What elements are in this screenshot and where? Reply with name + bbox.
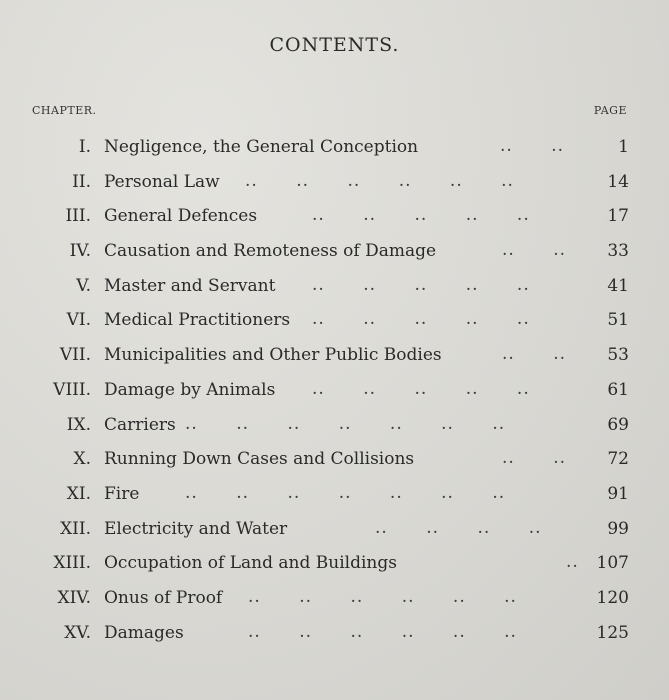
chapter-title: General Defences <box>104 206 258 227</box>
page-number: 61 <box>607 379 629 400</box>
page-number: 51 <box>607 310 629 331</box>
chapter-numeral: X. <box>73 449 91 470</box>
dot-leader: .. .. .. .. .. .. <box>245 170 514 191</box>
page-number: 14 <box>607 171 629 192</box>
dot-leader: .. .. .. .. .. <box>312 205 530 226</box>
chapter-numeral: VIII. <box>53 379 91 400</box>
chapter-title: Causation and Remoteness of Damage <box>104 241 437 262</box>
page-number: 107 <box>596 553 629 574</box>
chapter-title: Electricity and Water <box>104 518 288 539</box>
toc-entry <box>0 199 669 234</box>
chapter-title: Fire <box>104 483 140 504</box>
dot-leader: .. .. .. .. .. .. .. <box>185 482 506 503</box>
dot-leader: .. .. .. .. <box>375 517 542 538</box>
page-title: CONTENTS. <box>269 34 400 56</box>
toc-entry <box>0 338 669 373</box>
toc-entry <box>0 581 669 616</box>
chapter-numeral: IX. <box>66 414 91 435</box>
chapter-title: Damages <box>104 622 184 643</box>
page-number: 69 <box>607 414 629 435</box>
toc-entry <box>0 442 669 477</box>
chapter-numeral: IV. <box>69 241 91 262</box>
chapter-column-header: CHAPTER. <box>32 104 97 117</box>
chapter-title: Running Down Cases and Collisions <box>104 449 415 470</box>
chapter-numeral: XII. <box>60 518 91 539</box>
page-number: 17 <box>607 206 629 227</box>
toc-entry <box>0 408 669 443</box>
toc-entry <box>0 269 669 304</box>
chapter-title: Personal Law <box>104 171 220 192</box>
toc-entry <box>0 130 669 165</box>
page-column-header: PAGE <box>593 104 627 117</box>
chapter-title: Municipalities and Other Public Bodies <box>104 345 442 366</box>
dot-leader: .. .. .. .. .. <box>312 309 530 330</box>
toc-entry <box>0 373 669 408</box>
chapter-numeral: III. <box>65 206 91 227</box>
toc-list <box>0 130 669 650</box>
page-number: 125 <box>596 622 629 643</box>
chapter-numeral: VII. <box>59 345 91 366</box>
dot-leader: .. .. .. .. .. <box>312 378 530 399</box>
chapter-title: Damage by Animals <box>104 379 276 400</box>
dot-leader: .. .. <box>502 344 567 365</box>
chapter-numeral: XI. <box>66 483 91 504</box>
page-number: 41 <box>607 275 629 296</box>
page-number: 33 <box>607 241 629 262</box>
page-number: 91 <box>607 483 629 504</box>
toc-entry <box>0 234 669 269</box>
page-number: 53 <box>607 345 629 366</box>
chapter-title: Onus of Proof <box>104 587 223 608</box>
page-number: 72 <box>607 449 629 470</box>
chapter-numeral: V. <box>76 275 91 296</box>
page-number: 1 <box>618 137 629 157</box>
chapter-title: Carriers <box>104 414 176 435</box>
dot-leader: .. .. .. .. .. <box>312 274 530 295</box>
dot-leader: .. .. <box>502 448 567 469</box>
chapter-numeral: II. <box>72 171 91 192</box>
dot-leader: .. .. .. .. .. .. <box>248 621 517 642</box>
chapter-numeral: VI. <box>66 310 91 331</box>
chapter-title: Master and Servant <box>104 275 276 296</box>
chapter-numeral: XV. <box>64 622 91 643</box>
toc-entry <box>0 546 669 581</box>
chapter-title: Medical Practitioners <box>104 310 291 331</box>
dot-leader: .. <box>566 552 579 573</box>
toc-entry <box>0 616 669 651</box>
toc-entry <box>0 303 669 338</box>
chapter-title: Negligence, the General Conception <box>104 137 419 157</box>
chapter-numeral: XIV. <box>57 587 91 608</box>
chapter-title: Occupation of Land and Buildings <box>104 553 397 574</box>
toc-entry <box>0 477 669 512</box>
page-number: 120 <box>596 587 629 608</box>
toc-entry <box>0 512 669 547</box>
dot-leader: .. .. .. .. .. .. .. <box>185 413 506 434</box>
dot-leader: .. .. <box>500 136 565 156</box>
page-number: 99 <box>607 518 629 539</box>
dot-leader: .. .. <box>502 240 567 261</box>
toc-entry <box>0 165 669 200</box>
chapter-numeral: I. <box>78 137 91 157</box>
dot-leader: .. .. .. .. .. .. <box>248 586 517 607</box>
chapter-numeral: XIII. <box>53 553 91 574</box>
